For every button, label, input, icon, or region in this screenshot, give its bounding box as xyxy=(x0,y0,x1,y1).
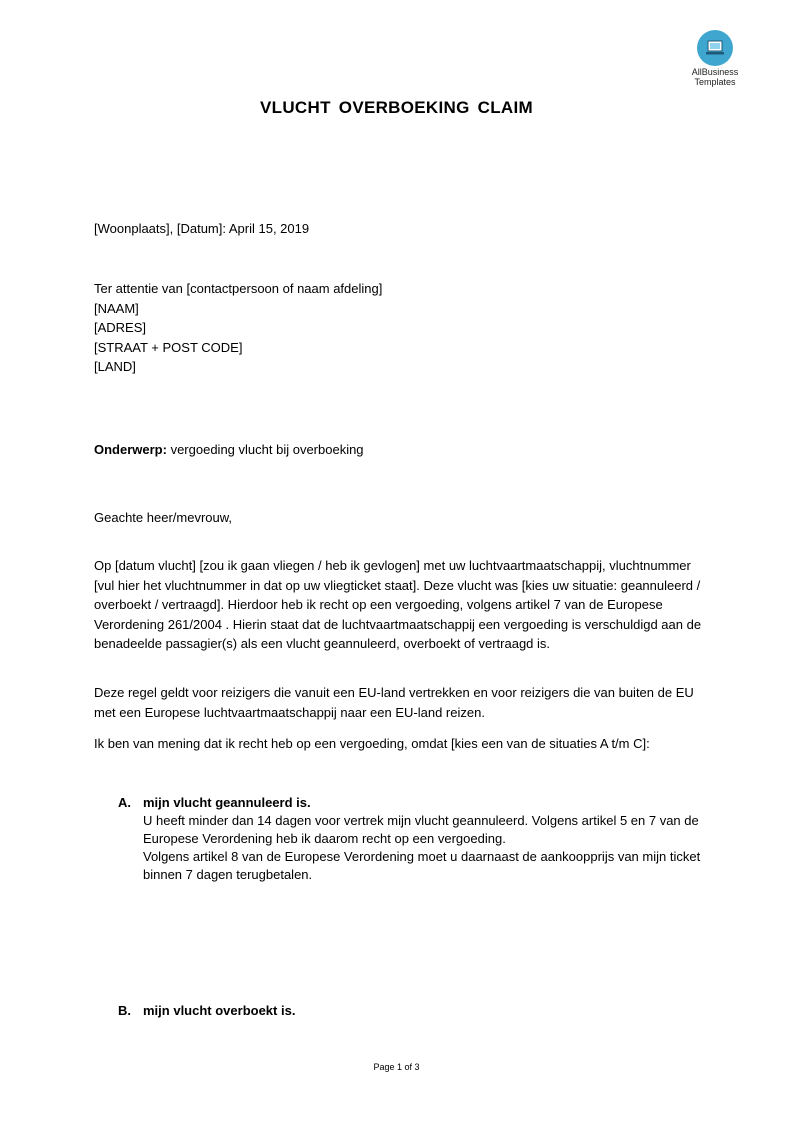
list-item-a xyxy=(118,794,704,884)
logo-line-2: Templates xyxy=(694,77,736,87)
logo xyxy=(684,30,746,87)
address-street: [STRAAT + POST CODE] xyxy=(94,339,243,355)
list-item-letter: A. xyxy=(118,795,131,810)
address-country: [LAND] xyxy=(94,359,136,374)
subject-line xyxy=(94,440,704,460)
list-item-title: mijn vlucht overboekt is. xyxy=(143,1003,296,1018)
salutation: Geachte heer/mevrouw, xyxy=(94,510,233,525)
list-item-text-1: U heeft minder dan 14 dagen voor vertrek mijn vlucht geannuleerd. Volgens artikel 5 en 7 van de Europese Verordening heb ik daarom recht op een vergoeding. xyxy=(143,813,699,846)
body-paragraph-3: Ik ben van mening dat ik recht heb op een vergoeding, omdat [kies een van de situaties A t/m C]: xyxy=(94,736,650,751)
list-item-content xyxy=(143,794,701,884)
date-line: [Woonplaats], [Datum]: April 15, 2019 xyxy=(94,221,310,236)
document-title: VLUCHT OVERBOEKING CLAIM xyxy=(260,98,533,117)
list-item-content xyxy=(143,1002,701,1020)
list-item-letter: B. xyxy=(118,1003,131,1018)
recipient-address xyxy=(94,279,704,377)
subject-text: vergoeding vlucht bij overboeking xyxy=(166,442,364,457)
address-attention: Ter attentie van [contactpersoon of naam afdeling] xyxy=(94,281,383,296)
page-number: Page 1 of 3 xyxy=(373,1062,420,1072)
address-name: [NAAM] xyxy=(94,300,139,316)
laptop-icon xyxy=(705,39,725,57)
address-address: [ADRES] xyxy=(94,320,147,335)
body-paragraph-1: Op [datum vlucht] [zou ik gaan vliegen / heb ik gevlogen] met uw luchtvaartmaatschappij, vluchtnummer [vul hier het vluchtnummer in dat op uw vliegticket staat]. Deze vlucht was [kies uw situatie: geannuleerd / overboekt / vertraagd]. Hierdoor heb ik recht op een vergoeding, volgens artikel 7 van de Europese Verordening 261/2004 . Hierin staat dat de luchtvaartmaatschappij een vergoeding is verschuldigd aan de benadeelde passagier(s) als een vlucht geannuleerd, overboekt of vertraagd is. xyxy=(94,558,702,651)
list-item-text-2: Volgens artikel 8 van de Europese Verordening moet u daarnaast de aankoopprijs van mijn ticket binnen 7 dagen terugbetalen. xyxy=(143,849,701,882)
body-paragraph-2: Deze regel geldt voor reizigers die vanuit een EU-land vertrekken en voor reizigers die van buiten de EU met een Europese luchtvaartmaatschappij naar een EU-land reizen. xyxy=(94,685,694,720)
logo-line-1: AllBusiness xyxy=(691,67,739,77)
logo-text xyxy=(684,67,746,87)
logo-badge xyxy=(697,30,733,66)
list-item-title: mijn vlucht geannuleerd is. xyxy=(143,795,311,810)
subject-label: Onderwerp: xyxy=(94,442,167,457)
list-item-b xyxy=(118,1002,704,1020)
